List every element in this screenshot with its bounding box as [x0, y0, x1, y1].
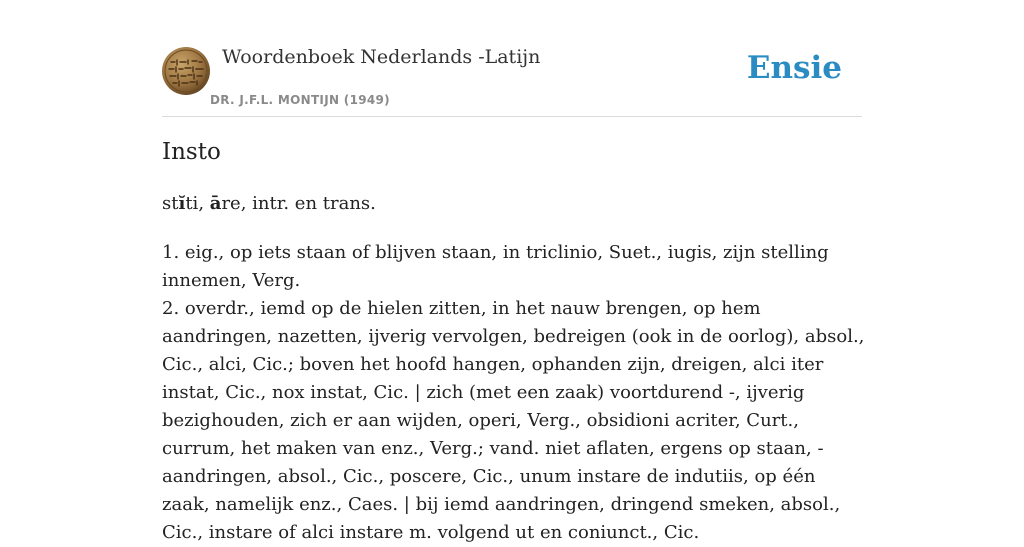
grammar-long-vowel: ā [209, 193, 222, 214]
definition-figurative: 2. overdr., iemd op de hielen zitten, in het nauw brengen, op hem aandringen, nazetten, ijverig vervolgen, bedreigen (ook in de oorlog), absol., Cic., alci, Cic.; boven het hoofd hangen, ophanden zijn, dreigen, alci iter instat, Cic., nox instat, Cic. | zich (met een zaak) voortdurend -, ijverig bezighouden, zich er aan wijden, operi, Verg., obsidioni acriter, Curt., currum, het maken van enz., Verg.; vand. niet aflaten, ergens op staan, - aandringen, absol., Cic., poscere, Cic., unum instare de indutiis, op één zaak, namelijk enz., Caes. | bij iemd aandringen, dringend smeken, absol., Cic., instare of alci instare m. volgend ut en coniunct., Cic. [162, 298, 865, 543]
entry-headword: Insto [162, 139, 221, 165]
grammar-short-vowel: ĭ [178, 193, 186, 214]
header [162, 40, 862, 117]
book-cover-icon[interactable] [162, 47, 210, 95]
book-title[interactable]: Woordenboek Nederlands -Latijn [222, 46, 541, 68]
grammar-stem: st [162, 193, 179, 214]
entry-grammar [162, 193, 376, 214]
definition-literal: 1. eig., op iets staan of blijven staan, in triclinio, Suet., iugis, zijn stelling innemen, Verg. [162, 242, 829, 291]
book-author: DR. J.F.L. MONTIJN (1949) [210, 93, 390, 107]
grammar-perfect-ending: ti, [185, 193, 210, 214]
entry-definitions [162, 239, 868, 547]
grammar-infinitive-ending: re, intr. en trans. [221, 193, 376, 214]
brand-logo[interactable]: Ensie [746, 50, 842, 86]
